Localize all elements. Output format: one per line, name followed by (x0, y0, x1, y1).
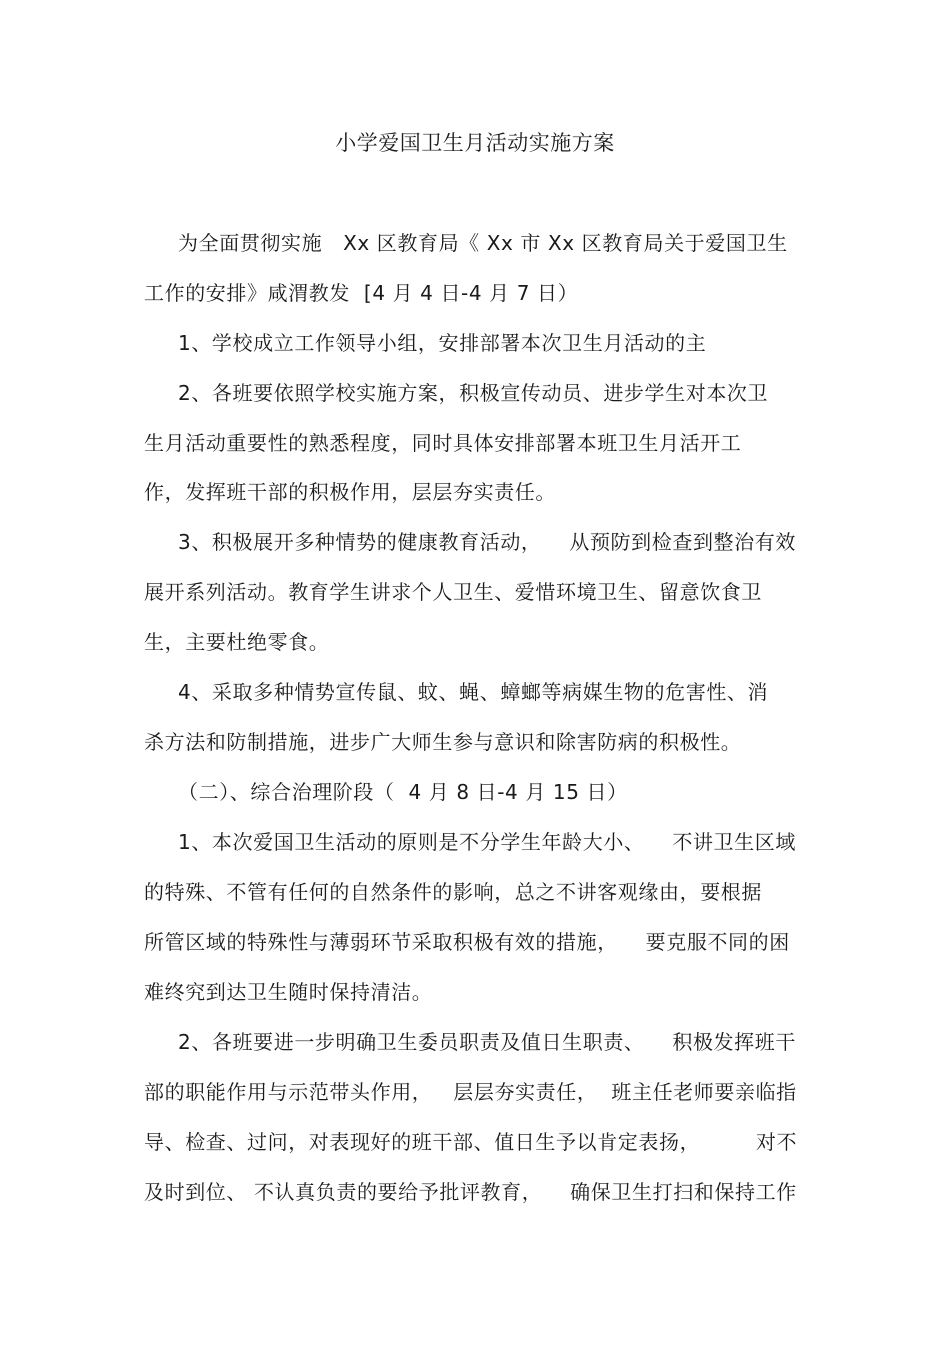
paragraph-line: 为全面贯彻实施 Xx 区教育局《 Xx 市 Xx 区教育局关于爱国卫生 (178, 231, 788, 255)
document-title: 小学爱国卫生月活动实施方案 (335, 131, 615, 155)
paragraph-line: 难终究到达卫生随时保持清洁。 (144, 980, 433, 1004)
paragraph-line: 部的职能作用与示范带头作用， 层层夯实责任， 班主任老师要亲临指 (144, 1080, 797, 1104)
paragraph-line: 3、积极展开多种情势的健康教育活动， 从预防到检查到整治有效 (178, 530, 796, 554)
paragraph-line: 的特殊、不管有任何的自然条件的影响，总之不讲客观缘由，要根据 (144, 880, 762, 904)
paragraph-line: 4、采取多种情势宣传鼠、蚊、蝇、蟑螂等病媒生物的危害性、消 (178, 680, 769, 704)
paragraph-line: 杀方法和防制措施，进步广大师生参与意识和除害防病的积极性。 (144, 730, 742, 754)
paragraph-line: 1、本次爱国卫生活动的原则是不分学生年龄大小、 不讲卫生区域 (178, 830, 796, 854)
paragraph-line: 2、各班要依照学校实施方案，积极宣传动员、进步学生对本次卫 (178, 381, 769, 405)
section-heading: （二）、综合治理阶段（ 4 月 8 日-4 月 15 日） (178, 780, 628, 804)
paragraph-line: 生，主要杜绝零食。 (144, 630, 330, 654)
paragraph-line: 生月活动重要性的熟悉程度，同时具体安排部署本班卫生月活开工 (144, 431, 742, 455)
paragraph-line: 作，发挥班干部的积极作用，层层夯实责任。 (144, 480, 556, 504)
paragraph-line: 导、检查、过问，对表现好的班干部、值日生予以肯定表扬， 对不 (144, 1130, 798, 1154)
paragraph-line: 展开系列活动。教育学生讲求个人卫生、爱惜环境卫生、留意饮食卫 (144, 580, 762, 604)
paragraph-line: 工作的安排》咸渭教发 [4 月 4 日-4 月 7 日） (144, 281, 579, 305)
paragraph-line: 1、学校成立工作领导小组，安排部署本次卫生月活动的主 (178, 331, 707, 355)
paragraph-line: 2、各班要进一步明确卫生委员职责及值日生职责、 积极发挥班干 (178, 1030, 796, 1054)
paragraph-line: 所管区域的特殊性与薄弱环节采取积极有效的措施， 要克服不同的困 (144, 930, 790, 954)
paragraph-line: 及时到位、 不认真负责的要给予批评教育， 确保卫生打扫和保持工作 (144, 1180, 797, 1204)
